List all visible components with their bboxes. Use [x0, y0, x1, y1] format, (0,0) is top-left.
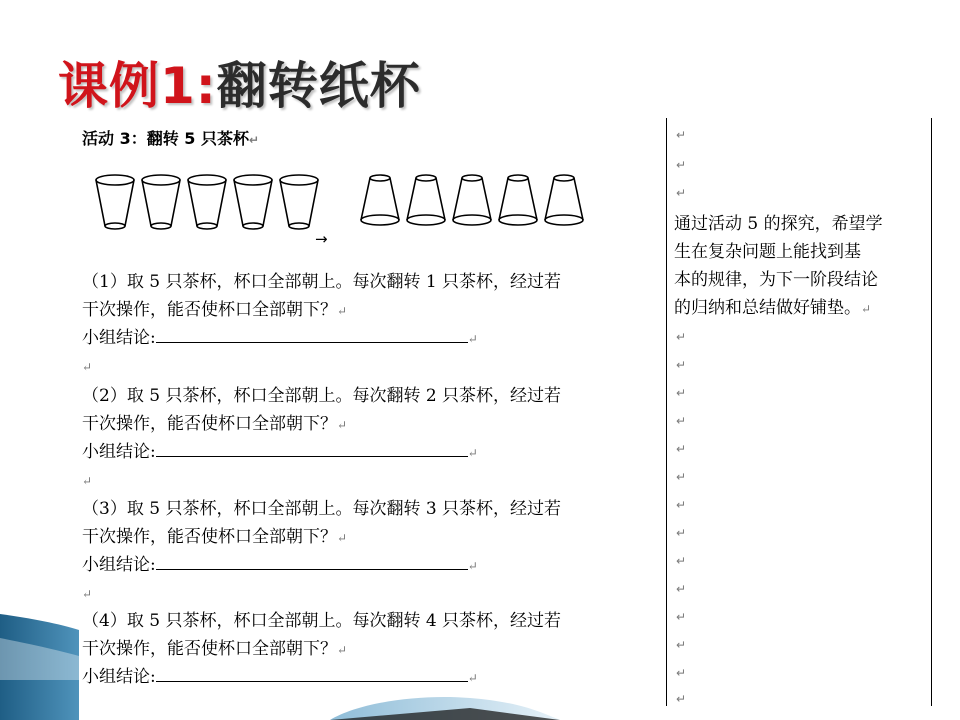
question-1	[82, 268, 662, 380]
paragraph-mark: ↵	[676, 158, 687, 172]
activity-heading-text: 活动 3：翻转 5 只茶杯	[82, 129, 249, 148]
paragraph-mark: ↵	[676, 470, 687, 484]
paragraph-mark: ↵	[676, 666, 687, 680]
title-main: 翻转纸杯	[216, 57, 421, 115]
paragraph-mark: ↵	[676, 692, 687, 706]
conclusion-line: 小组结论: ↵	[82, 551, 662, 579]
side-note	[674, 210, 924, 323]
conclusion-label: 小组结论:	[82, 328, 156, 348]
paragraph-mark: ↵	[82, 360, 93, 374]
question-line: （3）取 5 只茶杯，杯口全部朝上。每次翻转 3 只茶杯，经过若	[82, 499, 562, 519]
paragraph-mark: ↵	[676, 526, 687, 540]
conclusion-blank	[156, 324, 468, 343]
conclusion-line: 小组结论: ↵	[82, 663, 662, 691]
paragraph-mark: ↵	[676, 414, 687, 428]
question-line: 干次操作，能否使杯口全部朝下？↵	[82, 300, 348, 320]
conclusion-label: 小组结论:	[82, 442, 156, 462]
conclusion-blank	[156, 438, 468, 457]
paragraph-mark: ↵	[82, 474, 93, 488]
paragraph-mark: ↵	[248, 133, 260, 147]
question-line: （4）取 5 只茶杯，杯口全部朝上。每次翻转 4 只茶杯，经过若	[82, 611, 562, 631]
paragraph-mark: ↵	[676, 358, 687, 372]
paragraph-mark: ↵	[676, 554, 687, 568]
cup-down-icon	[361, 175, 399, 225]
paragraph-mark: ↵	[676, 498, 687, 512]
question-line: 干次操作，能否使杯口全部朝下？↵	[82, 639, 348, 659]
title-prefix: 课例1:	[58, 57, 217, 115]
paragraph-mark: ↵	[676, 442, 687, 456]
side-note-line: 本的规律，为下一阶段结论	[674, 270, 878, 290]
cup-up-icon	[96, 175, 134, 229]
question-line: （2）取 5 只茶杯，杯口全部朝上。每次翻转 2 只茶杯，经过若	[82, 386, 562, 406]
paragraph-mark: ↵	[676, 128, 687, 142]
cup-down-icon	[545, 175, 583, 225]
conclusion-blank	[156, 551, 468, 570]
question-2	[82, 382, 662, 494]
arrow-right-icon: →	[315, 230, 328, 248]
activity-heading	[82, 126, 259, 149]
cup-up-icon	[142, 175, 180, 229]
decorative-swoosh	[0, 590, 960, 720]
paragraph-mark: ↵	[676, 386, 687, 400]
question-line: 干次操作，能否使杯口全部朝下？↵	[82, 414, 348, 434]
conclusion-line: 小组结论: ↵	[82, 324, 662, 352]
paragraph-mark: ↵	[676, 638, 687, 652]
cups-illustration	[87, 172, 597, 252]
side-note-line: 的归纳和总结做好铺垫。↵	[674, 298, 872, 318]
cup-up-icon	[280, 175, 318, 229]
paragraph-mark: ↵	[676, 610, 687, 624]
paragraph-mark: ↵	[676, 186, 687, 200]
side-note-line: 生在复杂问题上能找到基	[674, 242, 861, 262]
paragraph-mark: ↵	[676, 330, 687, 344]
question-line: （1）取 5 只茶杯，杯口全部朝上。每次翻转 1 只茶杯，经过若	[82, 272, 562, 292]
paragraph-mark: ↵	[82, 587, 93, 601]
question-line: 干次操作，能否使杯口全部朝下？↵	[82, 527, 348, 547]
conclusion-label: 小组结论:	[82, 555, 156, 575]
conclusion-label: 小组结论:	[82, 667, 156, 687]
paragraph-mark: ↵	[676, 582, 687, 596]
slide-title	[58, 56, 421, 116]
cup-up-icon	[188, 175, 226, 229]
cup-down-icon	[453, 175, 491, 225]
side-note-line: 通过活动 5 的探究，希望学	[674, 214, 883, 234]
cup-down-icon	[407, 175, 445, 225]
conclusion-line: 小组结论: ↵	[82, 438, 662, 466]
cup-up-icon	[234, 175, 272, 229]
cup-down-icon	[499, 175, 537, 225]
